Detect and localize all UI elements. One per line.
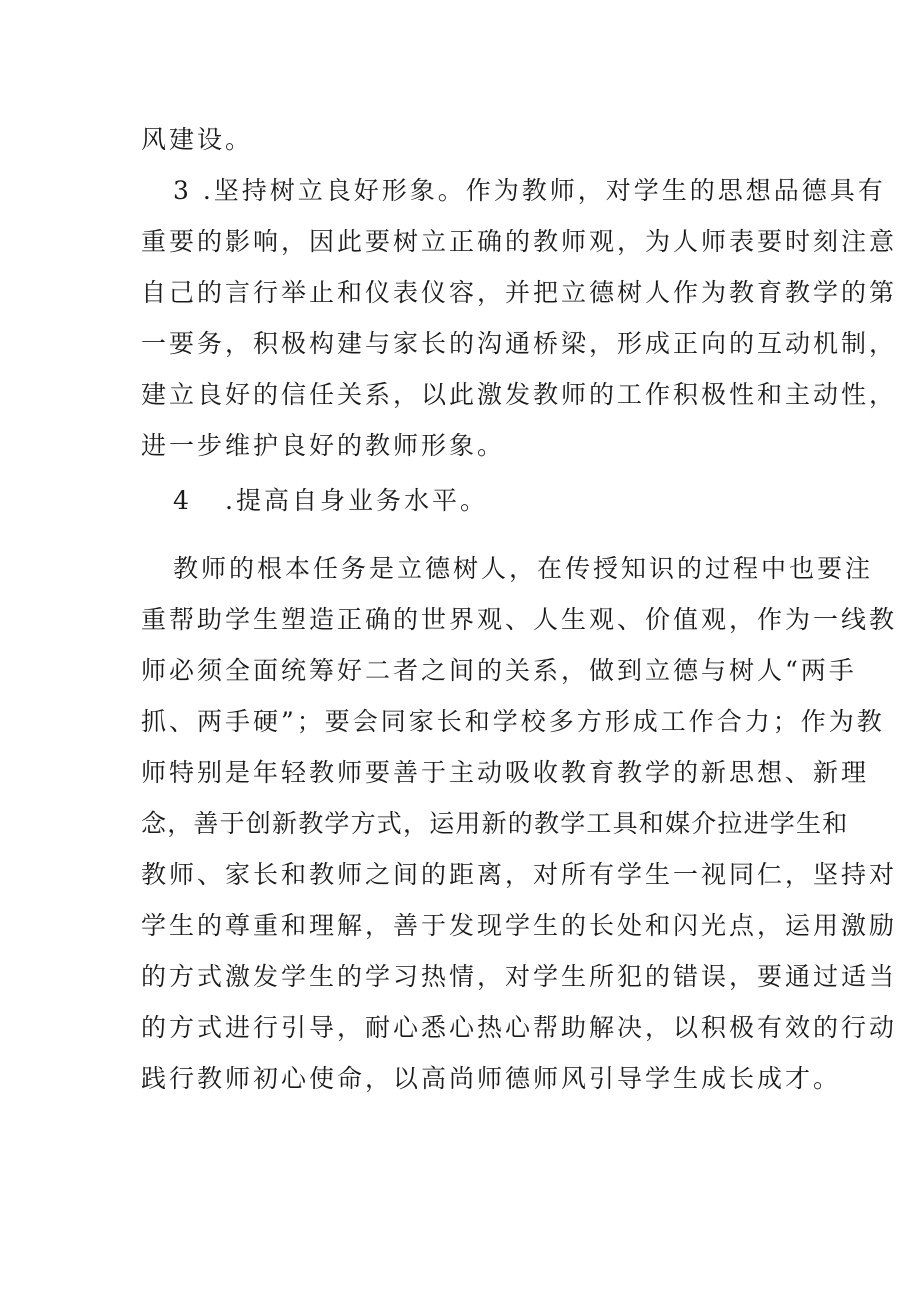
text-line-10: 师必须全面统筹好二者之间的关系，做到立德与树人“两手 <box>141 656 857 685</box>
section-number: 4 <box>173 486 192 515</box>
text-line-13: 念，善于创新教学方式，运用新的教学工具和媒介拉进学生和 <box>141 809 849 838</box>
section-heading-4 <box>173 485 813 517</box>
text-line-6: 建立良好的信任关系，以此激发教师的工作积极性和主动性， <box>141 380 898 409</box>
section-title: .提高自身业务水平。 <box>225 486 488 515</box>
text-line-17: 的方式进行引导，耐心悉心热心帮助解决，以积极有效的行动 <box>141 1013 898 1042</box>
text-line-2: 3 .坚持树立良好形象。作为教师，对学生的思想品德具有 <box>173 176 886 205</box>
text-line-15: 学生的尊重和理解，善于发现学生的长处和闪光点，运用激励 <box>141 911 898 940</box>
text-line-3: 重要的影响，因此要树立正确的教师观，为人师表要时刻注意 <box>141 227 898 256</box>
text-line-16: 的方式激发学生的学习热情，对学生所犯的错误，要通过适当 <box>141 962 898 991</box>
text-line-4: 自己的言行举止和仪表仪容，并把立德树人作为教育教学的第 <box>141 278 898 307</box>
text-line-18: 践行教师初心使命，以高尚师德师风引导学生成长成才。 <box>141 1064 842 1093</box>
text-line-12: 师特别是年轻教师要善于主动吸收教育教学的新思想、新理 <box>141 758 870 787</box>
text-line-5: 一要务，积极构建与家长的沟通桥梁，形成正向的互动机制， <box>141 329 898 358</box>
text-line-8: 教师的根本任务是立德树人，在传授知识的过程中也要注 <box>173 554 874 583</box>
text-line-14: 教师、家长和教师之间的距离，对所有学生一视同仁，坚持对 <box>141 860 898 889</box>
text-line-7: 进一步维护良好的教师形象。 <box>141 431 506 460</box>
text-line-11: 抓、两手硬”；要会同家长和学校多方形成工作合力；作为教 <box>141 707 885 736</box>
text-line-9: 重帮助学生塑造正确的世界观、人生观、价值观，作为一线教 <box>141 605 898 634</box>
text-line-1: 风建设。 <box>141 125 254 154</box>
